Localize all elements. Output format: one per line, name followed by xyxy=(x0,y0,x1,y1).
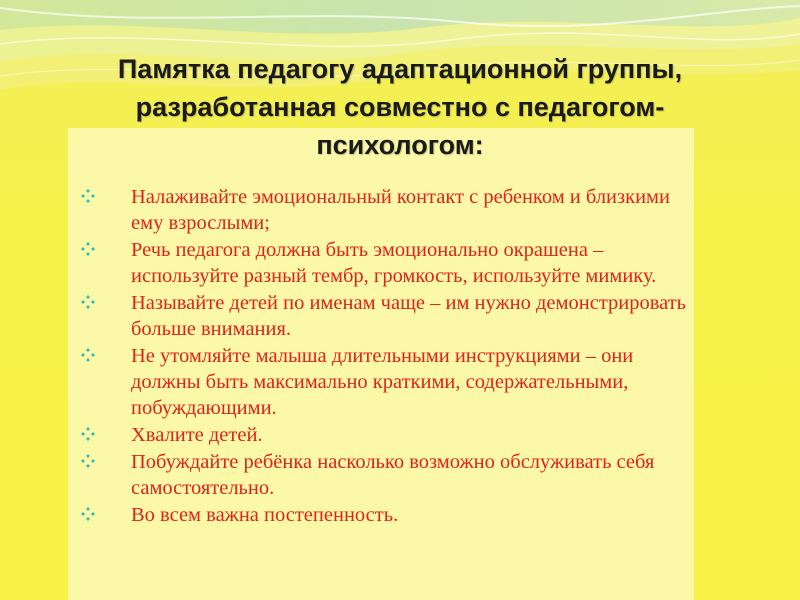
list-item xyxy=(80,343,690,421)
list-item xyxy=(80,449,690,501)
diamond-cluster-icon xyxy=(80,453,96,469)
list-item-text: Во всем важна постепенность. xyxy=(131,504,399,526)
list-item xyxy=(80,237,690,289)
diamond-cluster-icon xyxy=(80,241,96,257)
list-item-text: Не утомляйте малыша длительными инструкциями – они должны быть максимально краткими, содержательными, побуждающими. xyxy=(131,345,634,419)
list-item-text: Хвалите детей. xyxy=(131,424,263,446)
list-item-text: Речь педагога должна быть эмоционально окрашена – используйте разный тембр, громкость, используйте мимику. xyxy=(131,239,657,287)
list-item-text: Побуждайте ребёнка насколько возможно обслуживать себя самостоятельно. xyxy=(131,451,655,499)
list-item xyxy=(80,290,690,342)
diamond-cluster-icon xyxy=(80,506,96,522)
diamond-cluster-icon xyxy=(80,347,96,363)
list-item xyxy=(80,184,690,236)
list-item-text: Налаживайте эмоциональный контакт с ребенком и близкими ему взрослыми; xyxy=(131,186,670,234)
bullet-list xyxy=(80,184,690,529)
diamond-cluster-icon xyxy=(80,426,96,442)
list-item xyxy=(80,422,690,448)
list-item-text: Называйте детей по именам чаще – им нужно демонстрировать больше внимания. xyxy=(131,292,687,340)
slide-title: Памятка педагогу адаптационной группы, разработанная совместно с педагогом-психологом: xyxy=(117,54,683,160)
list-item xyxy=(80,502,690,528)
diamond-cluster-icon xyxy=(80,188,96,204)
diamond-cluster-icon xyxy=(80,294,96,310)
